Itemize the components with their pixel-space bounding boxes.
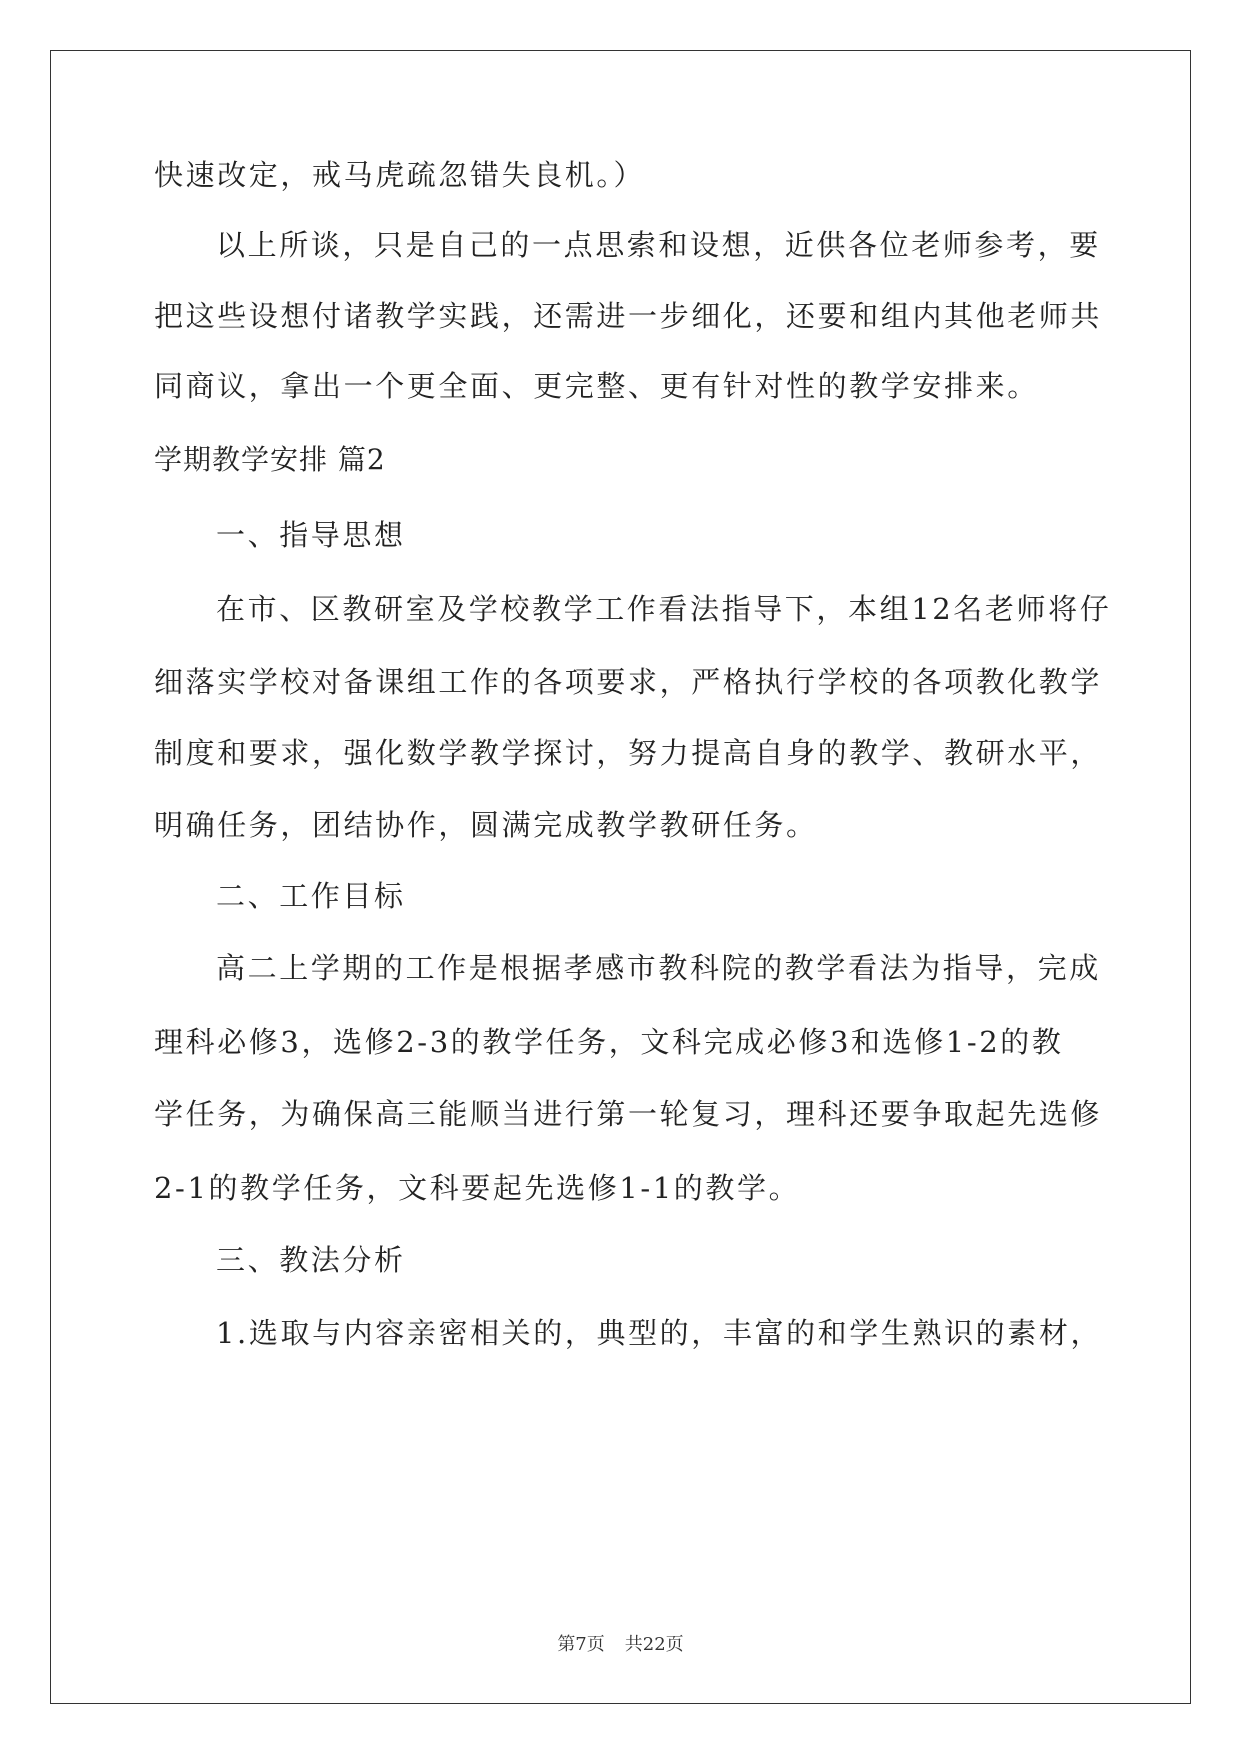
- paragraph-line: 明确任务，团结协作，圆满完成教学教研任务。: [154, 808, 818, 842]
- paragraph-line: 学任务，为确保高三能顺当进行第一轮复习，理科还要争取起先选修: [154, 1097, 1103, 1131]
- paragraph-line: 同商议，拿出一个更全面、更完整、更有针对性的教学安排来。: [154, 369, 1039, 403]
- paragraph-line: 以上所谈，只是自己的一点思索和设想，近供各位老师参考，要: [216, 228, 1101, 262]
- page-total: 共22页: [624, 1634, 684, 1655]
- paragraph-line: 快速改定，戒马虎疏忽错失良机。）: [154, 158, 646, 192]
- paragraph-line: 2-1的教学任务，文科要起先选修1-1的教学。: [154, 1171, 801, 1205]
- paragraph-line: 细落实学校对备课组工作的各项要求，严格执行学校的各项教化教学: [154, 665, 1103, 699]
- page-number: 第7页: [557, 1634, 605, 1655]
- paragraph-line: 制度和要求，强化数学教学探讨，努力提高自身的教学、教研水平，: [154, 736, 1103, 770]
- paragraph-line: 1.选取与内容亲密相关的，典型的，丰富的和学生熟识的素材，: [216, 1316, 1103, 1350]
- paragraph-line: 理科必修3，选修2-3的教学任务，文科完成必修3和选修1-2的教: [154, 1025, 1064, 1059]
- paragraph-line: 在市、区教研室及学校教学工作看法指导下，本组12名老师将仔: [216, 592, 1112, 626]
- paragraph-line: 高二上学期的工作是根据孝感市教科院的教学看法为指导，完成: [216, 951, 1101, 985]
- section-heading: 一、指导思想: [216, 518, 406, 552]
- section-title: 学期教学安排 篇2: [154, 443, 386, 476]
- section-heading: 三、教法分析: [216, 1243, 406, 1277]
- page-footer: [0, 1633, 1241, 1657]
- paragraph-line: 把这些设想付诸教学实践，还需进一步细化，还要和组内其他老师共: [154, 299, 1103, 333]
- section-heading: 二、工作目标: [216, 879, 406, 913]
